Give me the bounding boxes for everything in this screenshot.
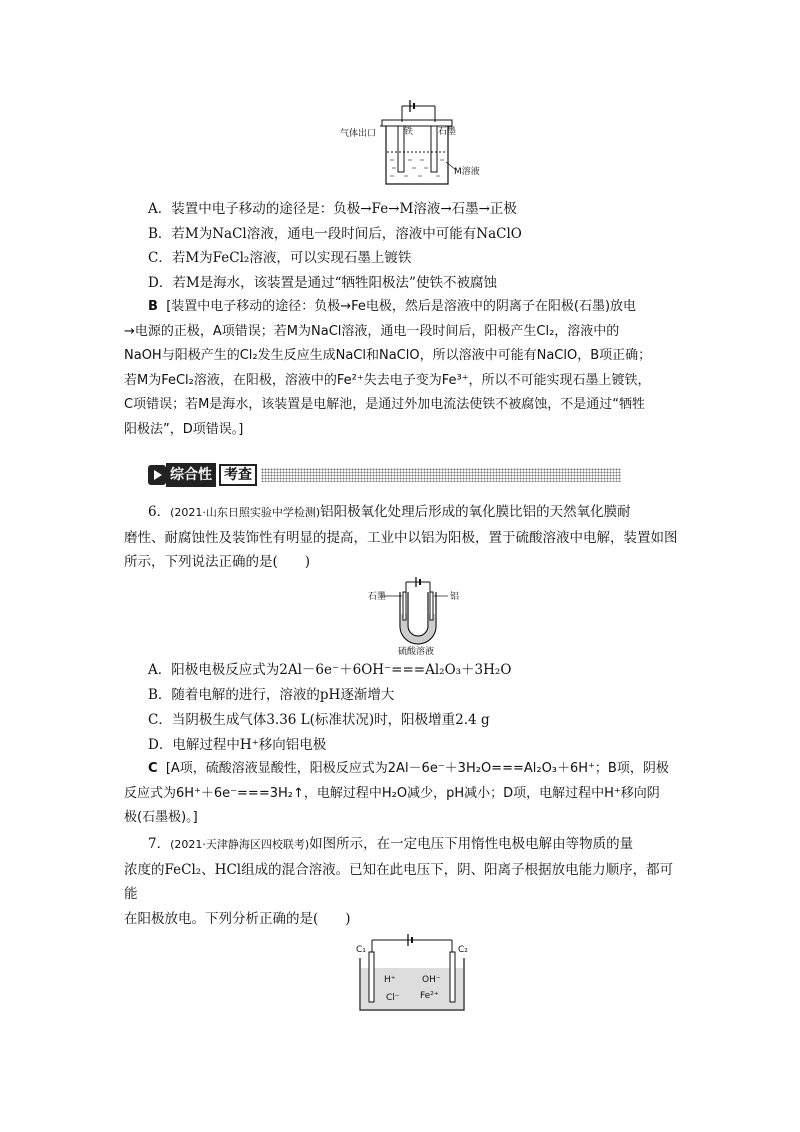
q7-stem-line: 如图所示，在一定电压下用惰性电极电解由等物质的量 (309, 836, 634, 852)
ion-oh: OH⁻ (422, 975, 441, 985)
q7-source: (2021·天津静海区四校联考) (170, 838, 310, 851)
q6-answer-line: 极(石墨极)。] (124, 810, 198, 825)
q5-option-a: A．装置中电子移动的途径是：负极→Fe→M溶液→石墨→正极 (148, 201, 517, 217)
q5-answer-line: C项错误；若M是海水，该装置是电解池，是通过外加电流法使铁不被腐蚀，不是通过“牺牲 (124, 397, 646, 412)
label-sulfuric-acid: 硫酸溶液 (398, 647, 435, 656)
q7-stem (124, 832, 680, 931)
figure-u-tube-electrolysis (368, 574, 478, 656)
q6-option-b: B．随着电解的进行，溶液的pH逐渐增大 (148, 687, 395, 703)
q7-number: 7． (148, 836, 171, 852)
label-c2: C₂ (458, 945, 468, 955)
q6-answer-line: [A项，硫酸溶液显酸性，阳极反应式为2Al－6e⁻＋3H₂O===Al₂O₃＋6H⁺；B项，阴极 (165, 761, 669, 776)
q5-answer (124, 295, 680, 442)
q6-number: 6． (148, 504, 171, 520)
q7-stem-line: 浓度的FeCl₂、HCl组成的混合溶液。已知在此电压下，阴、阳离子根据放电能力顺序，都可能 (124, 861, 674, 902)
q5-answer-line: →电源的正极，A项错误；若M为NaCl溶液，通电一段时间后，阳极产生Cl₂，溶液中的 (124, 323, 620, 339)
q6-stem-line: 铝阳极氧化处理后形成的氧化膜比铝的天然氧化膜耐 (320, 504, 631, 520)
q6-option-c: C．当阴极生成气体3.36 L(标准状况)时，阳极增重2.4 g (148, 712, 490, 728)
q6-answer (124, 757, 680, 831)
q5-answer-line: 阳极法”，D项错误。] (124, 421, 244, 437)
ion-h: H⁺ (384, 975, 396, 985)
q5-answer-letter: B (148, 299, 158, 314)
q5-option-b: B．若M为NaCl溶液，通电一段时间后，溶液中可能有NaClO (148, 226, 522, 242)
q6-answer-line: 反应式为6H⁺＋6e⁻===3H₂↑，电解过程中H₂O减少，pH减小；D项，电解过程中H⁺移向阴 (124, 785, 660, 801)
label-c1: C₁ (356, 945, 366, 955)
section-banner (148, 463, 621, 487)
label-gas-outlet: 气体出口 (340, 129, 377, 139)
play-icon (148, 465, 166, 485)
ion-fe: Fe²⁺ (420, 991, 439, 1001)
q5-answer-line: 若M为FeCl₂溶液，在阳极，溶液中的Fe²⁺失去电子变为Fe³⁺，所以不可能实现石墨上镀铁， (124, 372, 651, 388)
q5-option-d: D．若M是海水，该装置是通过“牺牲阳极法”使铁不被腐蚀 (148, 275, 497, 291)
label-graphite: 石墨 (438, 127, 457, 137)
banner-comprehensive: 综合性 (166, 463, 216, 487)
label-iron: 铁 (404, 127, 414, 137)
ion-cl: Cl⁻ (386, 993, 400, 1003)
q6-answer-letter: C (148, 761, 158, 776)
q5-answer-line: NaOH与阳极产生的Cl₂发生反应生成NaCl和NaClO，所以溶液中可能有NaClO，B项正确； (124, 348, 652, 363)
label-aluminum-electrode: 铝 (450, 592, 460, 602)
q6-stem-line: 所示，下列说法正确的是( ) (124, 554, 311, 570)
figure-fecl2-hcl-electrolysis (352, 930, 472, 1012)
q6-stem-line: 磨性、耐腐蚀性及装饰性有明显的提高，工业中以铝为阳极，置于硫酸溶液中电解，装置如图 (124, 529, 678, 546)
label-m-solution: M溶液 (454, 167, 480, 177)
q7-stem-line: 在阳极放电。下列分析正确的是( ) (124, 910, 351, 927)
q6-source: (2021·山东日照实验中学检测) (170, 506, 321, 519)
figure-electrolysis-iron-graphite (340, 92, 490, 192)
label-graphite-electrode: 石墨 (368, 592, 387, 602)
q5-answer-line: [装置中电子移动的途径：负极→Fe电极，然后是溶液中的阴离子在阳极(石墨)放电 (166, 299, 637, 314)
q5-option-c: C．若M为FeCl₂溶液，可以实现石墨上镀铁 (148, 250, 412, 266)
banner-dotted-rule (261, 468, 621, 482)
banner-exam: 考查 (219, 464, 257, 486)
q6-option-a: A．阳极电极反应式为2Al－6e⁻＋6OH⁻===Al₂O₃＋3H₂O (148, 662, 512, 678)
q6-stem (124, 500, 680, 575)
q6-option-d: D．电解过程中H⁺移向铝电极 (148, 737, 327, 753)
